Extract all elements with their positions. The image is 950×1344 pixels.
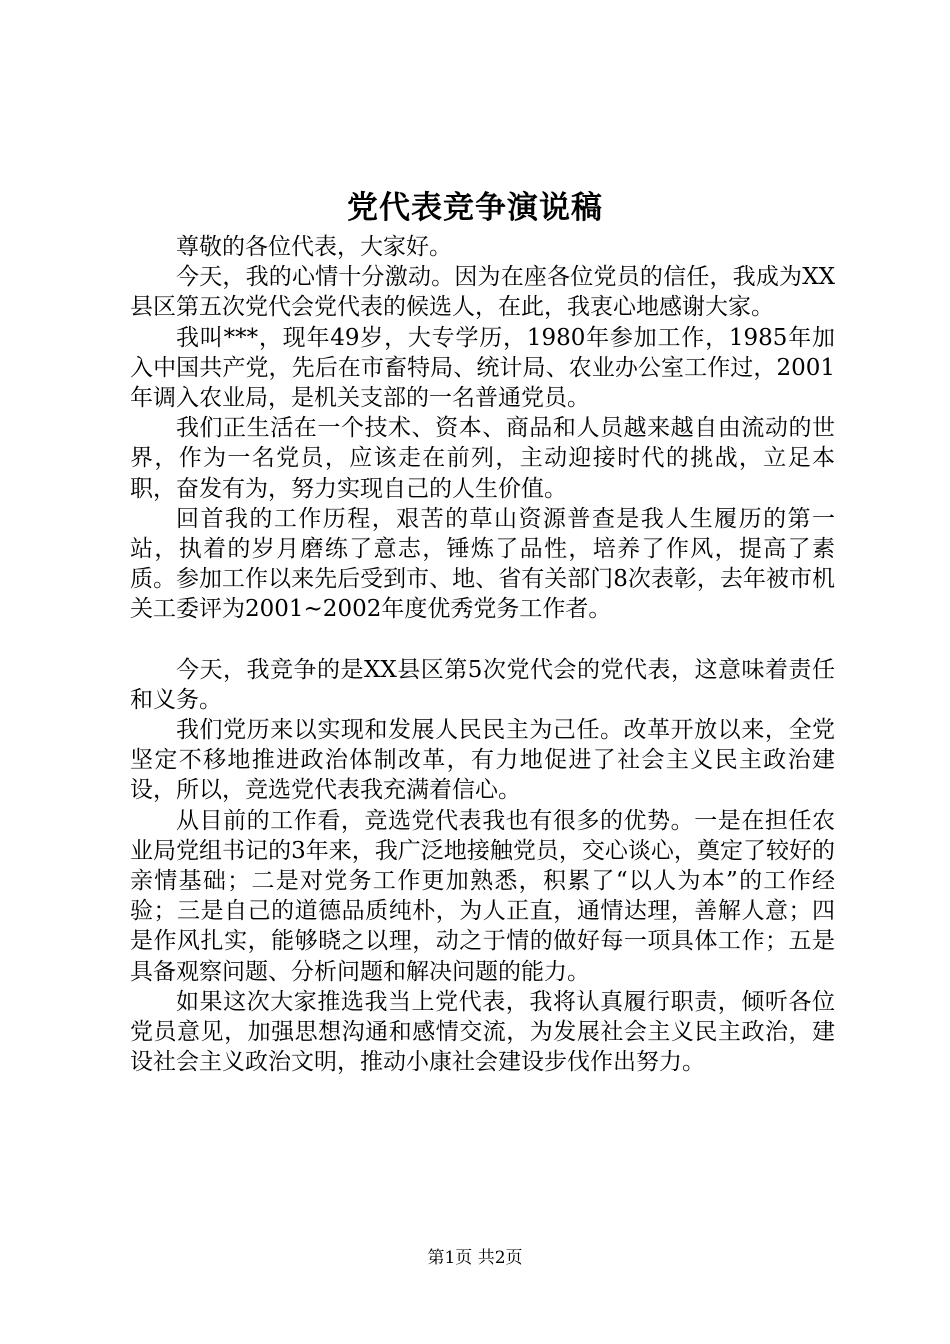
- paragraph-self-intro: 我叫***，现年49岁，大专学历，1980年参加工作，1985年加入中国共产党，先后在市畜特局、统计局、农业办公室工作过，2001年调入农业局，是机关支部的一名普通党员。: [130, 324, 835, 412]
- paragraph-work-history: 回首我的工作历程，艰苦的草山资源普查是我人生履历的第一站，执着的岁月磨练了意志，锤炼了品性，培养了作风，提高了素质。参加工作以来先后受到市、地、省有关部门8次表彰，去年被市机关工委评为2001~2002年度优秀党务工作者。: [130, 505, 835, 623]
- paragraph-era: 我们正生活在一个技术、资本、商品和人员越来越自由流动的世界，作为一名党员，应该走在前列，主动迎接时代的挑战，立足本职，奋发有为，努力实现自己的人生价值。: [130, 415, 835, 502]
- document-title: 党代表竞争演说稿: [347, 190, 603, 226]
- paragraph-greeting: 尊敬的各位代表，大家好。: [176, 234, 452, 260]
- document-body: [130, 232, 835, 1077]
- paragraph-candidacy: 今天，我竞争的是XX县区第5次党代会的党代表，这意味着责任和义务。: [130, 656, 835, 713]
- paragraph-advantages: 从目前的工作看，竞选党代表我也有很多的优势。一是在担任农业局党组书记的3年来，我广泛地接触党员，交心谈心，奠定了较好的亲情基础；二是对党务工作更加熟悉，积累了“以人为本”的工作经验；三是自己的道德品质纯朴，为人正直，通情达理，善解人意；四是作风扎实，能够晓之以理，动之于情的做好每一项具体工作；五是具备观察问题、分析问题和解决问题的能力。: [130, 807, 835, 985]
- paragraph-democracy: 我们党历来以实现和发展人民民主为己任。改革开放以来，全党坚定不移地推进政治体制改革，有力地促进了社会主义民主政治建设，所以，竞选党代表我充满着信心。: [130, 717, 835, 804]
- page-footer: 第1页 共2页: [427, 1248, 523, 1268]
- paragraph-thanks: 今天，我的心情十分激动。因为在座各位党员的信任，我成为XX县区第五次党代会党代表的候选人，在此，我衷心地感谢大家。: [130, 264, 835, 321]
- paragraph-commitment: 如果这次大家推选我当上党代表，我将认真履行职责，倾听各位党员意见，加强思想沟通和感情交流，为发展社会主义民主政治，建设社会主义政治文明，推动小康社会建设步伐作出努力。: [130, 988, 835, 1076]
